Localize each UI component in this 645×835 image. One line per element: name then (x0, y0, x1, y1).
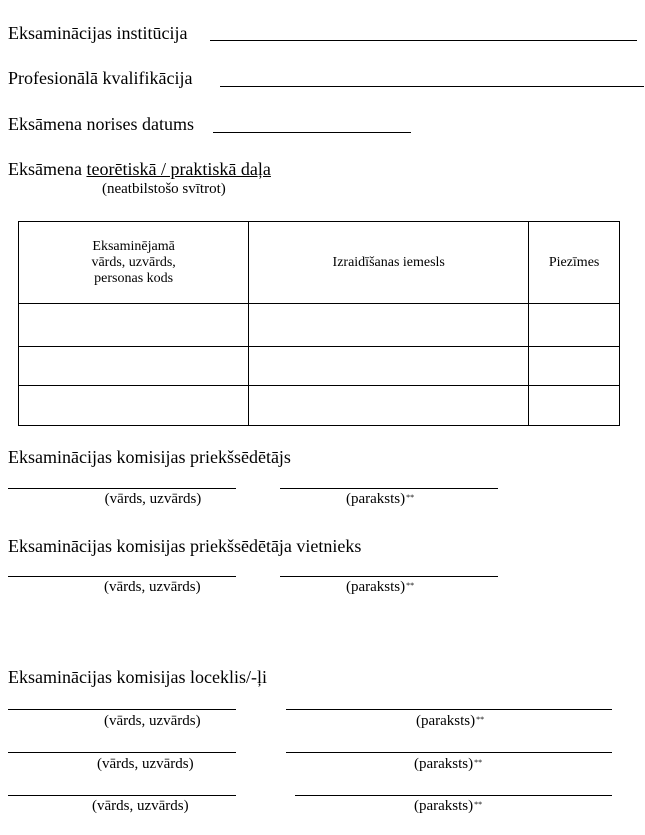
vice-signature-line[interactable] (280, 576, 498, 577)
member1-name-line[interactable] (8, 709, 236, 710)
date-label: Eksāmena norises datums (8, 114, 194, 134)
vice-signature-caption: (paraksts)** (346, 579, 415, 595)
member3-name-line[interactable] (8, 795, 236, 796)
table-header-row (19, 222, 620, 304)
member3-signature-line[interactable] (295, 795, 612, 796)
col-header-notes: Piezīmes (529, 222, 620, 304)
exam-part-title (8, 159, 271, 179)
vice-name-caption: (vārds, uzvārds) (104, 579, 201, 595)
member2-signature-caption: (paraksts)** (414, 756, 483, 772)
expulsion-table (18, 221, 620, 426)
exam-part-note: (neatbilstošo svītrot) (102, 181, 226, 197)
table-row (19, 347, 620, 386)
vice-name-line[interactable] (8, 576, 236, 577)
chair-signature-caption: (paraksts)** (346, 491, 415, 507)
table-row (19, 304, 620, 347)
vice-chair-label: Eksaminācijas komisijas priekšsēdētāja vietnieks (8, 536, 362, 556)
qualification-label: Profesionālā kvalifikācija (8, 68, 193, 88)
table-cell[interactable] (529, 304, 620, 347)
table-cell[interactable] (249, 347, 529, 386)
exam-part-options[interactable]: teorētiskā / praktiskā daļa (86, 159, 271, 179)
col-header-reason: Izraidīšanas iemesls (249, 222, 529, 304)
member1-signature-caption: (paraksts)** (416, 713, 485, 729)
table-cell[interactable] (19, 386, 249, 426)
table-row (19, 386, 620, 426)
qualification-line[interactable] (220, 86, 644, 87)
member1-name-caption: (vārds, uzvārds) (104, 713, 201, 729)
col-header-examinee: Eksaminējamā vārds, uzvārds, personas kods (19, 222, 249, 304)
table-cell[interactable] (249, 386, 529, 426)
table-cell[interactable] (529, 386, 620, 426)
table-cell[interactable] (249, 304, 529, 347)
chair-name-line[interactable] (8, 488, 236, 489)
chair-signature-line[interactable] (280, 488, 498, 489)
member2-signature-line[interactable] (286, 752, 612, 753)
institution-label: Eksaminācijas institūcija (8, 23, 188, 43)
exam-part-prefix: Eksāmena (8, 159, 82, 179)
table-cell[interactable] (19, 347, 249, 386)
member1-signature-line[interactable] (286, 709, 612, 710)
member2-name-caption: (vārds, uzvārds) (97, 756, 194, 772)
institution-line[interactable] (210, 40, 637, 41)
members-label: Eksaminācijas komisijas loceklis/-ļi (8, 667, 267, 687)
table-cell[interactable] (529, 347, 620, 386)
chair-label: Eksaminācijas komisijas priekšsēdētājs (8, 447, 291, 467)
member3-signature-caption: (paraksts)** (414, 798, 483, 814)
member3-name-caption: (vārds, uzvārds) (92, 798, 189, 814)
date-line[interactable] (213, 132, 411, 133)
chair-name-caption: (vārds, uzvārds) (104, 491, 202, 507)
table-cell[interactable] (19, 304, 249, 347)
member2-name-line[interactable] (8, 752, 236, 753)
